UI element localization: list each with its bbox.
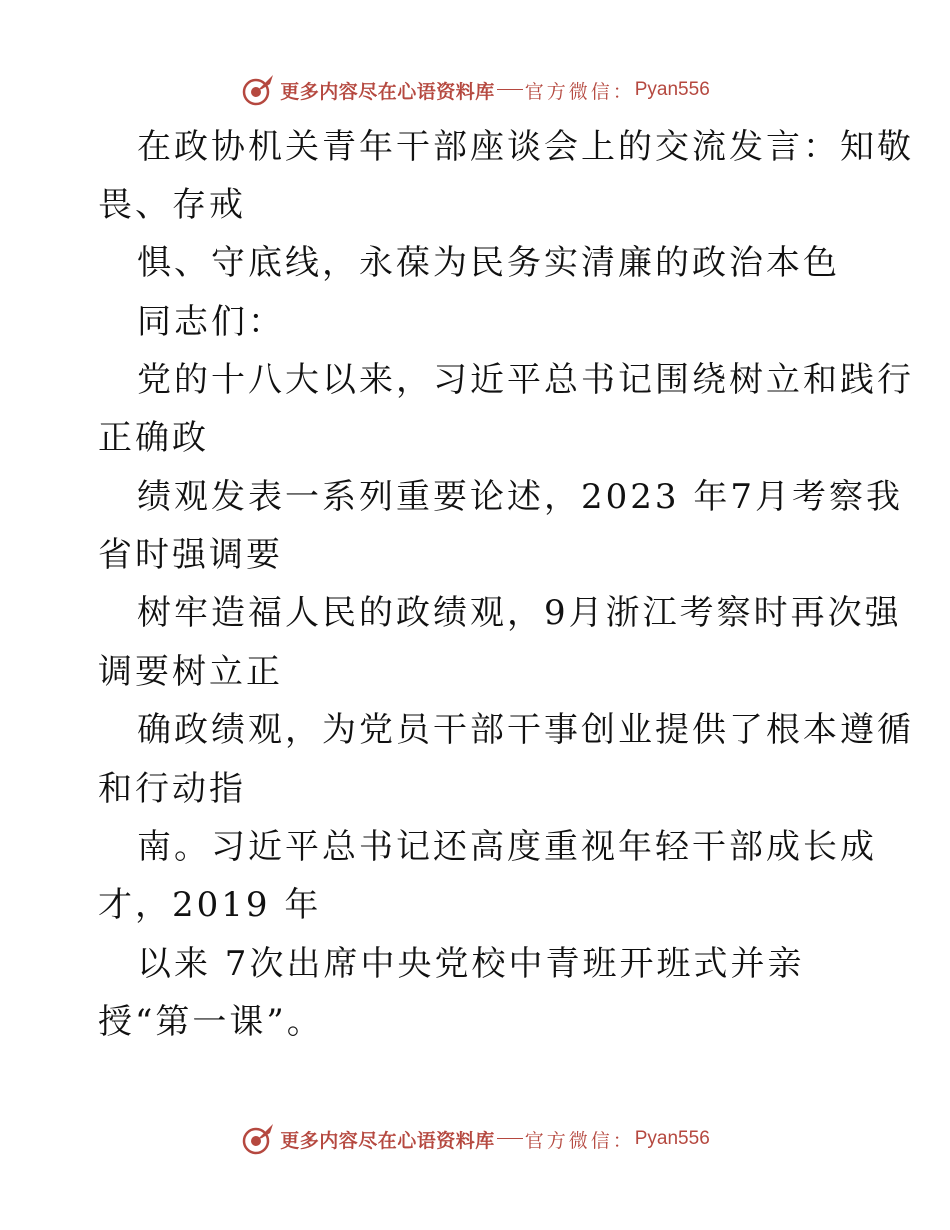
doc-title-line-1: 在政协机关青年干部座谈会上的交流发言：知敬 bbox=[137, 127, 914, 167]
feather-logo-icon bbox=[240, 72, 276, 108]
watermark-wechat-label: 官方微信： bbox=[524, 80, 635, 103]
watermark-brand: 更多内容尽在心语资料库 bbox=[280, 80, 495, 103]
paragraph-line: 正确政 bbox=[98, 418, 209, 458]
footer-watermark bbox=[0, 1119, 950, 1159]
paragraph-line: 授“第一课”。 bbox=[98, 1002, 324, 1042]
watermark-wechat-id: Pyan556 bbox=[634, 79, 710, 100]
paragraph-line: 南。习近平总书记还高度重视年轻干部成长成 bbox=[137, 827, 877, 867]
paragraph-line: 确政绩观，为党员干部干事创业提供了根本遵循 bbox=[137, 710, 914, 750]
paragraph-line: 省时强调要 bbox=[98, 535, 283, 575]
paragraph-line: 树牢造福人民的政绩观，9月浙江考察时再次强 bbox=[137, 593, 902, 633]
doc-title-line-3: 惧、守底线，永葆为民务实清廉的政治本色 bbox=[137, 243, 840, 283]
watermark-dash bbox=[497, 89, 523, 90]
doc-title-line-2: 畏、存戒 bbox=[98, 185, 246, 225]
paragraph-line: 以来 7次出席中央党校中青班开班式并亲 bbox=[137, 944, 805, 984]
watermark-dash bbox=[497, 1138, 523, 1139]
watermark-wechat-id: Pyan556 bbox=[634, 1128, 710, 1149]
watermark-brand: 更多内容尽在心语资料库 bbox=[280, 1129, 495, 1152]
paragraph-line: 调要树立正 bbox=[98, 652, 283, 692]
watermark-wechat-label: 官方微信： bbox=[524, 1129, 635, 1152]
paragraph-line: 党的十八大以来，习近平总书记围绕树立和践行 bbox=[137, 360, 914, 400]
paragraph-line: 绩观发表一系列重要论述，2023 年7月考察我 bbox=[137, 477, 903, 517]
paragraph-line: 才，2019 年 bbox=[98, 885, 322, 925]
header-watermark bbox=[0, 70, 950, 110]
feather-logo-icon bbox=[240, 1121, 276, 1157]
paragraph-line: 和行动指 bbox=[98, 769, 246, 809]
salutation: 同志们： bbox=[137, 302, 285, 342]
